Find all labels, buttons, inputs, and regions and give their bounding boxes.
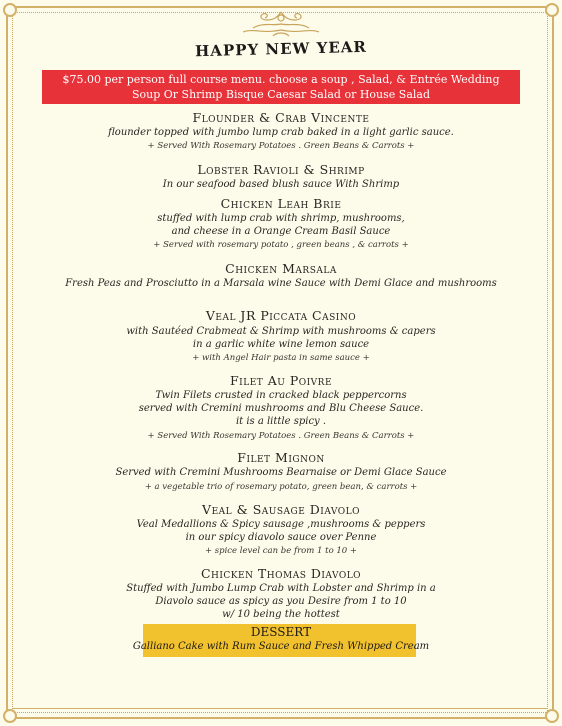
menu-item-desc: Twin Filets crusted in cracked black peppercorns	[155, 390, 407, 401]
menu-item-desc: in our spicy diavolo sauce over Penne	[185, 532, 377, 543]
menu-item-name: Veal & Sausage Diavolo	[202, 502, 360, 517]
menu-item-sides: + a vegetable trio of rosemary potato, green bean, & carrots +	[144, 482, 418, 492]
corner-ornament	[545, 3, 559, 17]
dessert-desc: Galliano Cake with Rum Sauce and Fresh Whipped Cream	[132, 641, 430, 652]
corner-ornament	[3, 709, 17, 723]
corner-ornament	[545, 709, 559, 723]
menu-item-name: Lobster Ravioli & Shrimp	[197, 162, 365, 177]
menu-item-sides: + Served With Rosemary Potatoes . Green Beans & Carrots +	[147, 431, 415, 441]
menu-item-name: Filet Mignon	[237, 450, 325, 465]
menu-item-name: Veal JR Piccata Casino	[205, 308, 357, 323]
menu-item-desc: it is a little spicy .	[235, 416, 327, 427]
menu-item-desc: w/ 10 being the hottest	[222, 609, 340, 620]
corner-ornament	[3, 3, 17, 17]
bottom-divider	[12, 708, 548, 709]
menu-item-name: Chicken Leah Brie	[220, 196, 342, 211]
menu-item-desc: served with Cremini mushrooms and Blu Cheese Sauce.	[138, 403, 424, 414]
price-banner	[42, 70, 520, 104]
menu-item-sides: + Served With Rosemary Potatoes . Green Beans & Carrots +	[147, 141, 415, 151]
menu-item-desc: stuffed with lump crab with shrimp, mushrooms,	[157, 213, 405, 224]
menu-item-desc: In our seafood based blush sauce With Shrimp	[162, 179, 400, 190]
menu-item-desc: Veal Medallions & Spicy sausage ,mushrooms & peppers	[136, 519, 426, 530]
menu-item-sides: + spice level can be from 1 to 10 +	[204, 546, 358, 556]
banner-line: Soup Or Shrimp Bisque Caesar Salad or House Salad	[132, 88, 430, 101]
menu-item-desc: Fresh Peas and Prosciutto in a Marsala wine Sauce with Demi Glace and mushrooms	[65, 278, 497, 289]
menu-item-desc: with Sautéed Crabmeat & Shrimp with mushrooms & capers	[126, 326, 436, 337]
menu-item-desc: Stuffed with Jumbo Lump Crab with Lobster and Shrimp in a	[126, 583, 436, 594]
dessert-title: DESSERT	[250, 625, 312, 639]
menu-item-name: Chicken Marsala	[225, 261, 337, 276]
menu-item-name: Flounder & Crab Vincente	[192, 110, 370, 125]
menu-item-desc: and cheese in a Orange Cream Basil Sauce	[171, 226, 391, 237]
menu-item-desc: in a garlic white wine lemon sauce	[192, 339, 370, 350]
scroll-ornament-icon	[233, 8, 329, 42]
menu-item-sides: + Served with rosemary potato , green beans , & carrots +	[153, 240, 409, 250]
banner-line: $75.00 per person full course menu. choose a soup , Salad, & Entrée Wedding	[62, 73, 500, 86]
page-title: HAPPY NEW YEAR	[194, 37, 368, 61]
menu-item-name: Chicken Thomas Diavolo	[200, 566, 362, 581]
menu-item-desc: Served with Cremini Mushrooms Bearnaise or Demi Glace Sauce	[115, 467, 447, 478]
menu-item-name: Filet Au Poivre	[229, 373, 333, 388]
menu-item-sides: + with Angel Hair pasta in same sauce +	[192, 353, 370, 363]
menu-item-desc: flounder topped with jumbo lump crab baked in a light garlic sauce.	[108, 127, 454, 138]
menu-item-desc: Diavolo sauce as spicy as you Desire from 1 to 10	[155, 596, 407, 607]
